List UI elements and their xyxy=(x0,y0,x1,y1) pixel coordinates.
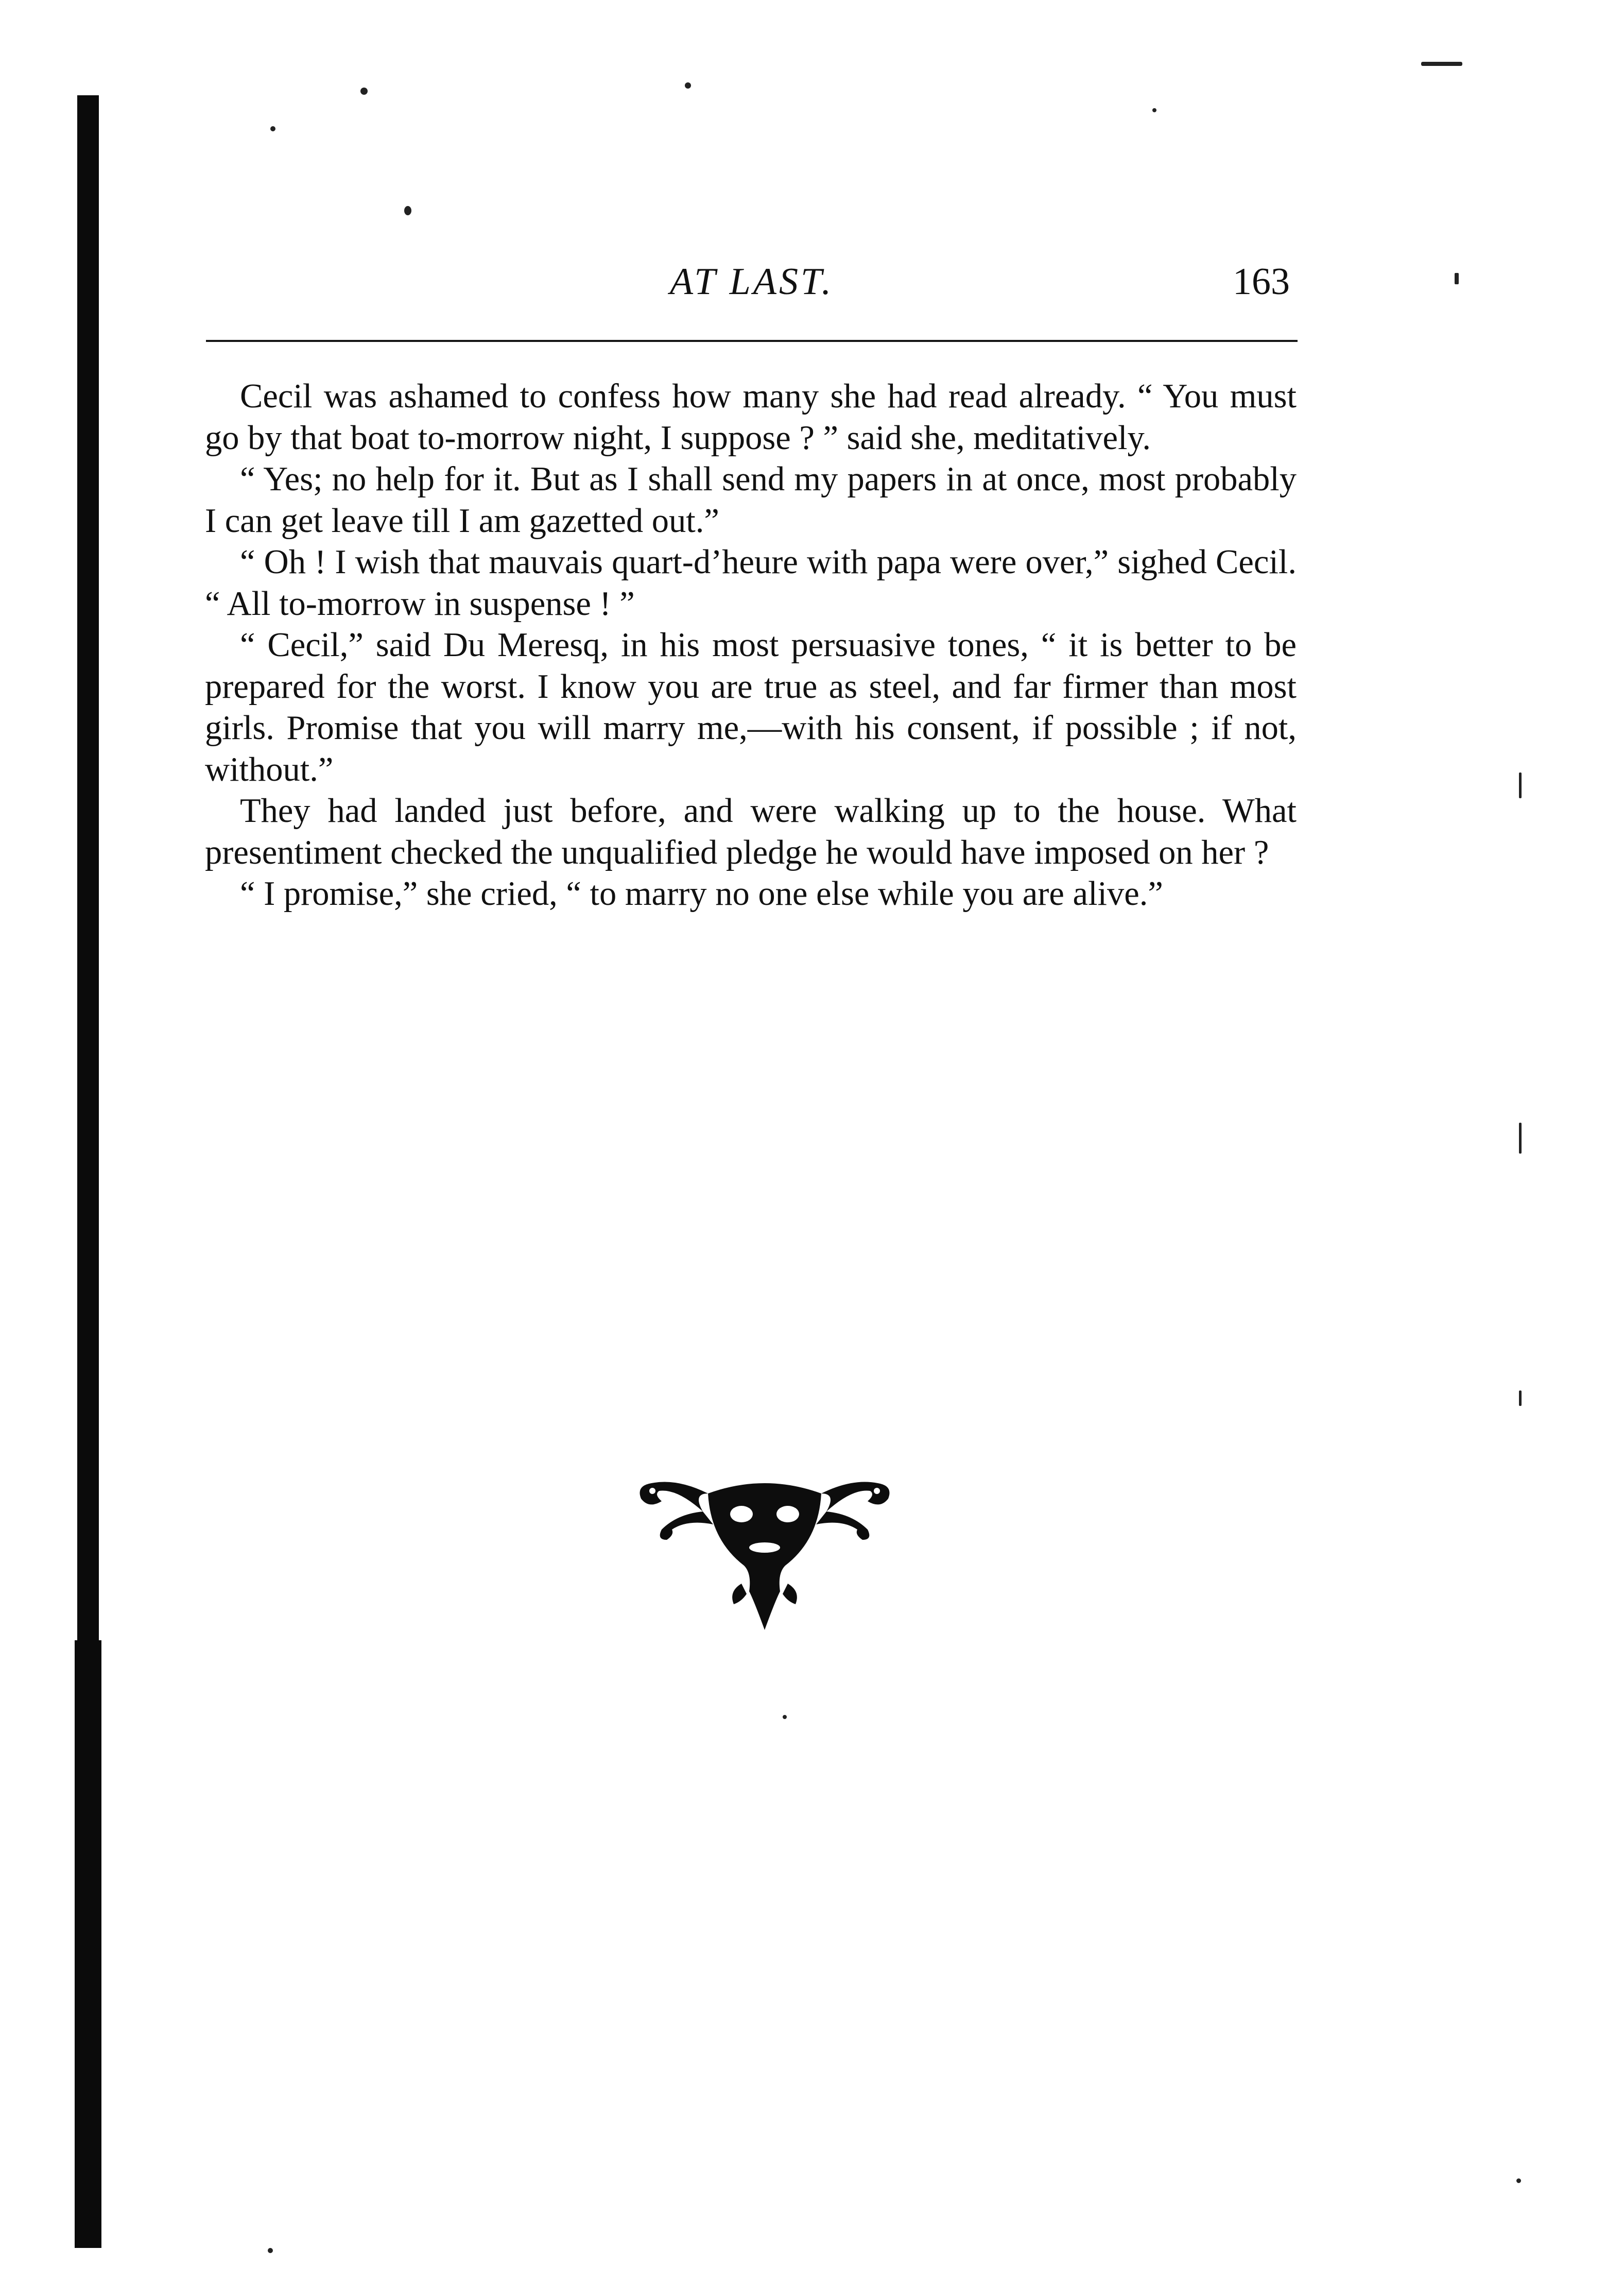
scan-speck xyxy=(404,206,411,215)
paragraph: Cecil was ashamed to confess how many she had read already. “ You must go by that boat to-morrow night, I suppose ? ” said she, meditatively. xyxy=(205,377,1297,457)
paragraph: They had landed just before, and were walking up to the house. What presentiment checked the unqualified pledge he would have imposed on her ? xyxy=(205,792,1297,871)
scan-speck xyxy=(1421,62,1462,66)
binding-edge xyxy=(77,95,99,2248)
scan-speck xyxy=(268,2248,273,2253)
scan-speck xyxy=(1519,1390,1522,1406)
paragraph: “ Cecil,” said Du Meresq, in his most persuasive tones, “ it is better to be prepared for the worst. I know you are true as steel, and far firmer than most girls. Promise that you will marry me,—with his consent, if possible ; if not, without.” xyxy=(205,626,1297,788)
scan-speck xyxy=(1152,108,1156,112)
scan-speck xyxy=(1455,273,1459,284)
running-head: AT LAST. xyxy=(669,261,834,303)
paragraph: “ Oh ! I wish that mauvais quart-d’heure with papa were over,” sighed Cecil. “ All to-morrow in suspense ! ” xyxy=(205,543,1297,623)
page-number: 163 xyxy=(1233,261,1290,303)
paragraph: “ Yes; no help for it. But as I shall send my papers in at once, most probably I can get leave till I am gazetted out.” xyxy=(205,460,1297,540)
header-rule xyxy=(206,340,1298,342)
scan-speck xyxy=(1519,1123,1522,1154)
scan-speck xyxy=(685,82,691,89)
scan-speck xyxy=(1516,2178,1521,2183)
paragraph: “ I promise,” she cried, “ to marry no one else while you are alive.” xyxy=(240,875,1163,913)
scan-speck xyxy=(270,126,275,131)
scan-speck xyxy=(783,1715,787,1719)
tailpiece-ornament xyxy=(631,1463,899,1633)
scan-speck xyxy=(360,88,368,95)
body-text xyxy=(205,376,1297,915)
scan-speck xyxy=(1519,772,1522,798)
page-header xyxy=(203,260,1300,322)
